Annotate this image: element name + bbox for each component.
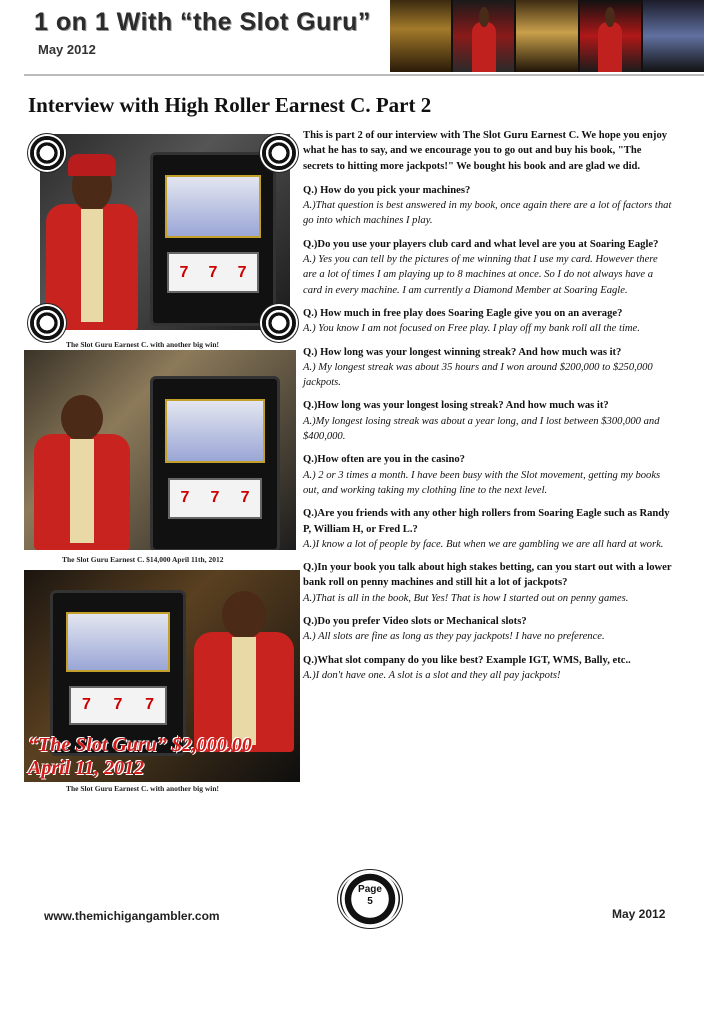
page-number: 5 [367, 896, 373, 907]
photo-slot-win-2 [24, 350, 296, 550]
answer: A.)That is all in the book, But Yes! That is how I started out on penny games. [303, 592, 629, 604]
question: Q.)Are you friends with any other high rollers from Soaring Eagle such as Randy P, William H, or Fred L.? [303, 508, 670, 535]
banner-title: 1 on 1 With “the Slot Guru” [34, 8, 371, 36]
footer-date: May 2012 [612, 907, 666, 921]
photo-overlay-text: “The Slot Guru” $2,000.00 April 11, 2012 [28, 734, 252, 779]
photo-caption: The Slot Guru Earnest C. $14,000 April 11th, 2012 [62, 555, 224, 564]
answer: A.) All slots are fine as long as they pay jackpots! I have no preference. [303, 631, 605, 643]
answer: A.) You know I am not focused on Free play. I play off my bank roll all the time. [303, 323, 640, 335]
photo-caption: The Slot Guru Earnest C. with another big win! [66, 784, 220, 793]
question: Q.)Do you use your players club card and what level are you at Soaring Eagle? [303, 238, 659, 250]
question: Q.)In your book you talk about high stakes betting, can you start out with a lower bank roll on penny machines and still hit a lot of jackpots? [303, 562, 672, 589]
answer: A.) 2 or 3 times a month. I have been busy with the Slot movement, getting my books out, and working taking my clothing line to the next level. [303, 469, 661, 496]
qa-item [303, 345, 673, 391]
footer-website-link[interactable]: www.themichigangambler.com [44, 909, 220, 923]
qa-item [303, 506, 673, 552]
reel-symbol: 7 [208, 263, 218, 281]
banner-photo-strip [390, 0, 704, 72]
answer: A.)My longest losing streak was about a year long, and I lost between $300,000 and $400,000. [303, 415, 660, 443]
answer: A.) My longest streak was about 35 hours and I won around $200,000 to $250,000 jackpots. [303, 361, 653, 389]
answer: A.)I know a lot of people by face. But when we are gambling we are all hard at work. [303, 538, 664, 550]
question: Q.)Do you prefer Video slots or Mechanical slots? [303, 616, 527, 628]
qa-item [303, 306, 673, 337]
reel-symbol: 7 [237, 263, 247, 281]
banner-photo [580, 0, 641, 72]
qa-item [303, 560, 673, 606]
page-label: Page [358, 884, 382, 895]
article-headline: Interview with High Roller Earnest C. Part 2 [28, 93, 432, 117]
qa-item [303, 237, 673, 298]
reel-symbol: 7 [180, 489, 190, 507]
poker-chip-icon [30, 136, 64, 170]
photo-slot-win-1 [40, 134, 290, 330]
question: Q.)How often are you in the casino? [303, 454, 465, 466]
photo-caption: The Slot Guru Earnest C. with another big win! [66, 340, 220, 349]
qa-item [303, 614, 673, 645]
reel-symbol: 7 [81, 696, 91, 714]
answer: A.)I don't have one. A slot is a slot and they all pay jackpots! [303, 669, 561, 681]
poker-chip-icon [262, 306, 296, 340]
banner-divider [24, 74, 704, 76]
reel-symbol: 7 [145, 696, 155, 714]
page-number-chip-icon [340, 872, 400, 926]
question: Q.) How long was your longest winning streak? And how much was it? [303, 346, 622, 358]
reel-symbol: 7 [240, 489, 250, 507]
slot-machine [150, 152, 276, 326]
poker-chip-icon [262, 136, 296, 170]
qa-item [303, 653, 673, 684]
qa-item [303, 183, 673, 229]
question: Q.) How do you pick your machines? [303, 184, 471, 196]
article-body [303, 128, 673, 691]
question: Q.)How long was your longest losing streak? And how much was it? [303, 400, 609, 412]
question: Q.) How much in free play does Soaring Eagle give you on an average? [303, 307, 623, 319]
slot-machine [50, 590, 186, 756]
question: Q.)What slot company do you like best? Example IGT, WMS, Bally, etc.. [303, 654, 631, 666]
banner-photo [643, 0, 704, 72]
reel-symbol: 7 [210, 489, 220, 507]
qa-item [303, 398, 673, 444]
header-banner [24, 0, 704, 72]
banner-photo [390, 0, 451, 72]
banner-photo [516, 0, 577, 72]
person-figure [34, 434, 130, 550]
photo-slot-win-3 [24, 570, 300, 782]
reel-symbol: 7 [113, 696, 123, 714]
banner-date: May 2012 [38, 42, 96, 57]
reel-symbol: 7 [179, 263, 189, 281]
qa-item [303, 452, 673, 498]
poker-chip-icon [30, 306, 64, 340]
banner-photo [453, 0, 514, 72]
article-intro: This is part 2 of our interview with The Slot Guru Earnest C. We hope you enjoy what he has to say, and we encourage you to go out and buy his book, "The secrets to hitting more jackpots!" We bought his book and are glad we did. [303, 130, 668, 172]
answer: A.) Yes you can tell by the pictures of me winning that I use my card. However there are a lot of times I am playing up to 8 machines at once. So I do not always have a card in every machine. I am currently a Diamond Member at Soaring Eagle. [303, 254, 658, 296]
answer: A.)That question is best answered in my book, once again there are a lot of factors that go into which machines I play. [303, 200, 672, 227]
slot-machine [150, 376, 280, 550]
